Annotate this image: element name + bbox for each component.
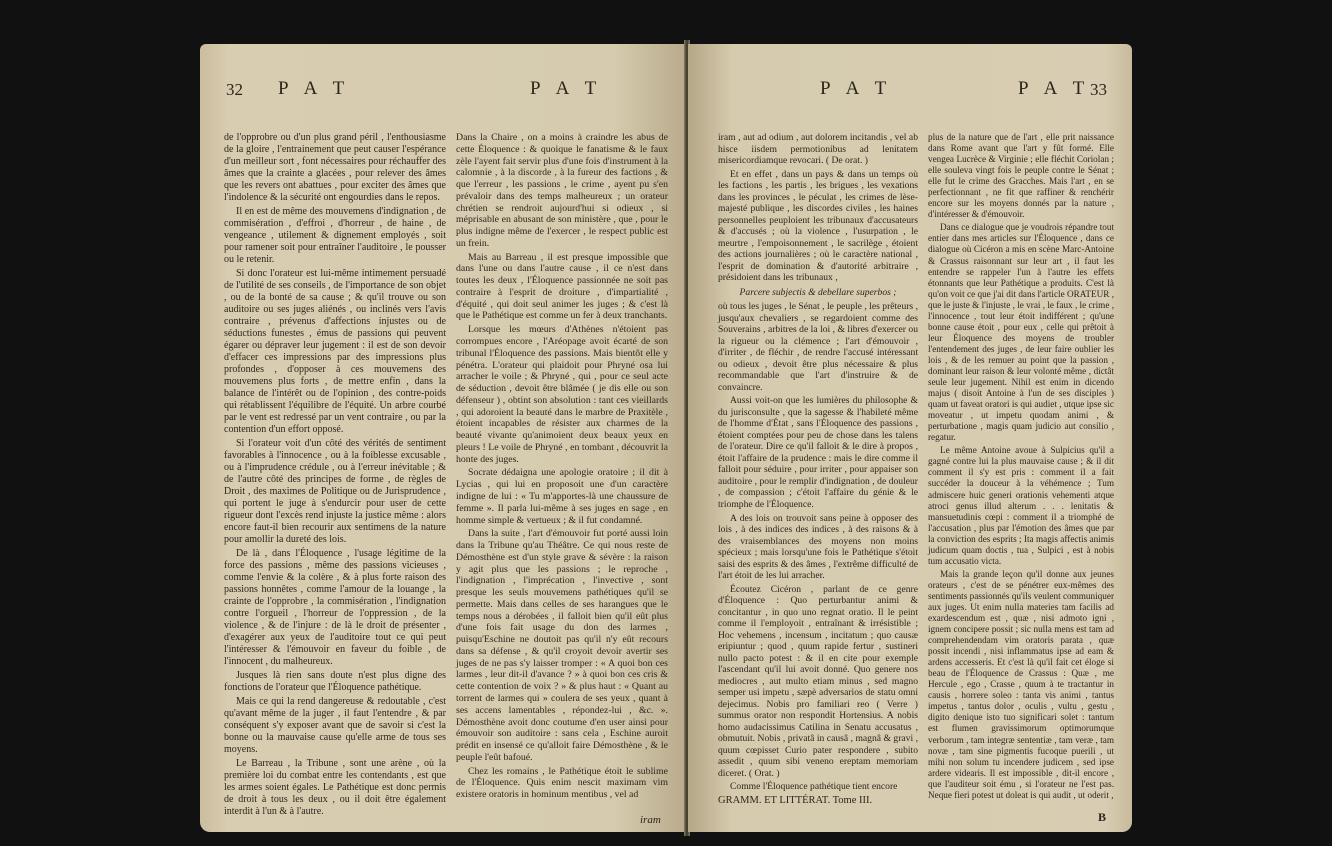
paragraph: Aussi voit-on que les lumières du philosophe & du jurisconsulte , que la sagesse & l'habileté même de l'homme d'État , sans l'Éloquence des passions , étoient comptées pour peu de chose dans les talens de l'orateur. Dire ce qu'il falloit & le dire à propos , étoit l'affaire de la prudence : mais le dire comme il falloit pour séduire , pour irriter , pour appaiser son auditoire , pour le remplir d'indignation , de douleur , de compassion ; c'étoit l'affaire du génie & le triomphe de l'Éloquence.: [718, 395, 918, 510]
paragraph: plus de la nature que de l'art , elle prit naissance dans Rome avant que l'art y fût formé. Elle vengea Lucrèce & Virginie ; elle fléchit Coriolan ; elle souleva vingt fois le peuple contre le Sénat ; elle fut le crime des Gracches. Mais l'art , en se perfectionnant , ne fit que raffiner & renchérir encore sur les moyens donnés par la nature , d'intéresser & d'émouvoir.: [928, 132, 1114, 220]
paragraph: Et en effet , dans un pays & dans un temps où les factions , les partis , les brigues , les vexations dans les provinces , le péculat , les crimes de lèse-majesté publique , les discordes civiles , les haines personnelles peuploient les tribunaux d'accusateurs & d'accusés ; où la violence , l'usurpation , le meurtre , l'empoisonnement , le sacrilège , étoient des actions journalières ; où le caractère national , l'esprit de domination & d'autorité arbitraire , présidoient dans les tribunaux ,: [718, 168, 918, 284]
right-column-1: [718, 132, 918, 808]
paragraph: de l'opprobre ou d'un plus grand péril , l'enthousiasme de la gloire , l'entrainement que peut causer l'espérance d'un meilleur sort , font nécessaires pour réchauffer des âmes que la crainte a glacées , pour relever des âmes que les revers ont abattues , pour exciter des âmes que l'indolence & la sécurité ont engourdies dans le repos.: [224, 132, 446, 203]
paragraph: Jusques là rien sans doute n'est plus digne des fonctions de l'orateur que l'Éloquence pathétique.: [224, 670, 446, 693]
volume-signature: GRAMM. ET LITTÉRAT. Tome III.: [718, 794, 873, 806]
paragraph: Le même Antoine avoue à Sulpicius qu'il a gagné contre lui la plus mauvaise cause ; & il dit comment il s'y est pris : comment il a fait succéder la douceur à la véhémence ; Tum admiscere huic generi orationis vehementi atque atroci genus illud alterum . . . lenitatis & mansuetudinis cœpi : comment il a triomphé de l'accusation , plus par l'émotion des âmes que par la conviction des esprits ; Ita magis affectis animis judicum quam doctis , tua , Sulpici , est à nobis tum accusatio victa.: [928, 445, 1114, 566]
left-running-head: [200, 74, 686, 102]
paragraph: Le Barreau , la Tribune , sont une arène , où la première loi du combat entre les contendants , est que les armes soient égales. Le Pathétique est donc permis de droit à tous les deux , ou il doit être également interdit à l'un & à l'autre.: [224, 758, 446, 817]
left-page-number: 32: [226, 80, 243, 99]
left-page: [200, 44, 686, 832]
left-column-1: [224, 132, 446, 820]
paragraph: A des lois on trouvoit sans peine à opposer des lois , à des indices des indices , à des raisons & à des vraisemblances des moyens non moins spécieux ; mais lorsqu'une fois le Pathétique s'étoit saisi des esprits & des âmes , l'extrême difficulté de l'art étoit de les lui arracher.: [718, 512, 918, 582]
paragraph: Si donc l'orateur est lui-même intimement persuadé de l'utilité de ses conseils , de l'importance de son objet , ou de la bonté de sa cause ; & qu'il trouve ou son auditoire ou ses juges aliénés , ou inclinés vers l'avis contraire , prévenus d'affections injustes ou de séductions funestes , émus de passions qui peuvent égarer ou dépraver leur jugement : il est de son devoir d'effacer ces impressions par des impressions plus profondes , d'opposer à ces mouvemens des mouvemens plus forts , de mettre enfin , dans la balance de l'intérêt ou de l'opinion , des contre-poids qui rétablissent l'équilibre de l'équité. Un arbre courbé par le vent est redressé par un vent contraire , ou par la contention d'un effort opposé.: [224, 268, 446, 435]
left-head-title-1: P A T: [278, 78, 351, 99]
right-page: [688, 44, 1132, 832]
paragraph: Comme l'Éloquence pathétique tient encore: [730, 781, 898, 793]
right-page-number: 33: [1090, 80, 1107, 99]
paragraph: Dans la Chaire , on a moins à craindre les abus de cette Éloquence : & quoique le fanatisme & le faux zèle l'ayent fait servir plus d'une fois d'instrument à la calomnie , à la discorde , à la fureur des factions , & que l'erreur , les passions , le crime , ayent pu s'en prévaloir dans des temps malheureux ; un orateur chrétien se rendroit aujourd'hui si odieux , si méprisable en abusant de son ministère , que , pour le plus indigne même de l'exercer , le respect public est un frein.: [456, 132, 668, 249]
paragraph: Dans la suite , l'art d'émouvoir fut porté aussi loin dans la Tribune qu'au Théâtre. Ce qui nous reste de Démosthène est d'un style grave & sévère : la raison y agit plus que les passions ; le reproche , l'indignation , l'imprécation , l'invective , sont presque les seuls mouvemens pathétiques qu'il se permette. Mais dans celles de ses harangues que le temps nous a dérobées , il falloit bien qu'il eût plus d'une fois fait usage du don des larmes , puisqu'Eschine ne doutoit pas qu'il n'y eût recours dans sa défense , & qu'il croyoit devoir avertir ses juges de ne pas s'y laisser tromper : « A quoi bon ces larmes , leur dit-il d'avance ? » à quoi bon ces cris & cette contention de voix ? » & plus haut : « Quant au torrent de larmes qui » coulera de ses yeux , quant à ses accens lamentables , répondez-lui , &c. ». Démosthène avoit donc coutume d'en user ainsi pour émouvoir son auditoire : sans cela , Eschine auroit prédit en insensé ce qu'alloit faire Démosthène , & le peuple l'eût bafoué.: [456, 528, 668, 763]
paragraph: iram , aut ad odium , aut dolorem incitandis , vel ab hisce iisdem permotionibus ad lenitatem misericordiamque revocari. ( De orat. ): [718, 132, 918, 167]
right-head-title-1: P A T: [820, 78, 893, 99]
paragraph: Mais la grande leçon qu'il donne aux jeunes orateurs , c'est de se pénétrer eux-mêmes des sentiments passionnés qu'ils veulent communiquer aux juges. Ut enim nulla materies tam facilis ad exardescendum est , quæ , nisi admoto igni , ignem concipere possit ; sic nulla mens est tam ad comprehendendam vim oratoris parata , quæ possit incendi , nisi inflammatus ipse ad eam & ardens accesseris. Et c'est là qu'il fait cet éloge si beau de l'Éloquence de Crassus : Quæ , me Hercule , ego , Crasse , quum à te tractantur in causis , horrere soleo : tanta vis animi , tantus impetus , tantus dolor , oculis , vultu , gestu , digito denique isto tuo significari solet : tantum est flumen gravissimorum optimorumque verborum , tam integræ sententiæ , tam veræ , tam novæ , tam sine pigmentis fucoque puerili , ut mihi non solum tu incendere judicem , sed ipse ardere videaris. Il est impossible , dit-il encore , que l'auditeur soit ému , si l'orateur ne l'est pas. Neque fieri potest ut doleat is qui audit , ut oderit ,: [928, 568, 1114, 800]
right-head-title-2: P A T: [1018, 78, 1091, 99]
left-head-title-2: P A T: [530, 78, 603, 99]
paragraph: De là , dans l'Éloquence , l'usage légitime de la force des passions , même des passions vicieuses , comme l'envie & la colère , & à plus forte raison des passions honnêtes , comme l'amour de la louange , la crainte de l'opprobre , la commisération , l'indignation contre l'orgueil , l'horreur de l'oppression , de la violence , & de l'injure : de là le droit de présenter , d'exagérer aux yeux de l'auditoire tout ce qui peut l'intéresser & l'émouvoir en faveur du foible , de l'innocent , du malheureux.: [224, 548, 446, 667]
left-column-2: [456, 132, 668, 803]
right-running-head: [688, 74, 1132, 102]
paragraph: où tous les juges , le Sénat , le peuple , les prêteurs , jusqu'aux chevaliers , se regardoient comme des Souverains , arbitres de la loi , & libres d'exercer ou la rigueur ou la clémence ; l'art d'émouvoir , d'irriter , de fléchir , de rendre l'accusé intéressant ou odieux , devoit être plus nécessaire & plus recommandable que l'art d'instruire & de convaincre.: [718, 301, 918, 393]
paragraph: Mais au Barreau , il est presque impossible que dans l'une ou dans l'autre cause , il ce n'est dans toutes les deux , l'Éloquence passionnée ne soit pas contraire à l'esprit de droiture , d'impartialité , d'équité , qui doit seul animer les juges ; & c'est là que le Pathétique est comme un fer à deux tranchants.: [456, 251, 668, 322]
left-catchword: iram: [640, 814, 661, 826]
sheet-signature: B: [1098, 810, 1107, 824]
paragraph: Si l'orateur voit d'un côté des vérités de sentiment favorables à l'innocence , ou à la foiblesse excusable , ou à l'imprudence crédule , ou à l'erreur inévitable ; & de l'autre côté des principes de forme , de règles de Droit , des maximes de Politique ou de Jurisprudence , qui portent le juge à s'endurcir pour user de cette rigueur dont l'excès rend injuste la justice même : alors encore faut-il bien recourir aux sentimens de la nature pour amollir la dureté des lois.: [224, 438, 446, 545]
paragraph: Mais ce qui la rend dangereuse & redoutable , c'est qu'avant même de la juger , il faut l'entendre , & par conséquent s'y exposer avant que de savoir si c'est la bonne ou la mauvaise cause qu'elle arme de tous ses moyens.: [224, 696, 446, 755]
paragraph: Écoutez Cicéron , parlant de ce genre d'Éloquence : Quo perturbantur animi & concitantur , in quo uno regnat oratio. Il le peint comme il l'employoit , entraînant & irrésistible ; Hoc vehemens , incensum , incitatum ; quo causæ eripiuntur ; quod , quum rapide fertur , sustineri nullo pacto potest : & il en cite pour exemple l'ascendant qu'il lui avoit donné. Quo genere nos mediocres , aut multo etiam minus , sed magno semper usi impetu , sæpè adversarios de statu omni dejecimus. Nobis pro familiari reo ( Verre ) summus orator non respondit Hortensius. A nobis homo audacissimus Catilina in Senatu accusatus , obmutuit. Nobis , privatâ in causâ , magnâ & gravi , quum cœpisset Curio pater respondere , subito assedit , quum sibi veneno ereptam memoriam diceret. ( Orat. ): [718, 583, 918, 779]
paragraph: Socrate dédaigna une apologie oratoire ; il dit à Lycias , qui lui en proposoit une d'un caractère indigne de lui : « Tu m'apportes-là une chaussure de femme ». Il parla lui-même à ses juges en sage , en homme simple & vertueux ; & il fut condamné.: [456, 467, 668, 526]
right-column-2: [928, 132, 1114, 803]
paragraph: Dans ce dialogue que je voudrois répandre tout entier dans mes articles sur l'Éloquence , dans ce dialogue où Cicéron a mis en scène Marc-Antoine & Crassus raisonnant sur leur art , il faut les entendre se rappeler l'un à l'autre les effets étonnants que leur Pathétique a produits. C'est là qu'on voit ce que j'ai dit dans l'article ORATEUR , que le juste & l'injuste , le vrai , le faux , le crime , l'innocence , tout leur étoit indifférent ; qu'une bonne cause étoit , pour eux , celle qui prêtoit à leur Éloquence des moyens de troubler l'entendement des juges , de leur faire oublier les lois , & de les remuer au point que la passion , dominant leur raison & leur volonté même , dictât seule leur jugement. Nihil est enim in dicendo majus ( disoit Antoine à l'un de ses disciples ) quam ut faveat oratori is qui audiet , utque ipse sic moveatur , ut impetu quodam animi , & perturbatione , magis quam judicio aut consilio , regatur.: [928, 222, 1114, 443]
paragraph: Parcere subjectis & debellare superbos ;: [739, 286, 897, 298]
paragraph: Lorsque les mœurs d'Athènes n'étoient pas corrompues encore , l'Aréopage avoit écarté de son tribunal l'Éloquence des passions. Mais bientôt elle y pénétra. L'orateur qui plaidoit pour Phryné osa lui arracher le voile ; & Phryné , qui , pour ce seul acte de séduction , devoit être blâmée ( je dis elle ou son défenseur ) , obtint son absolution : tant ces vieillards , qui adoroient la beauté dans le marbre de Praxitèle , étoient incapables de résister aux charmes de la beauté vivante qu'animoient deux beaux yeux en pleurs ! Le voile de Phryné , en tombant , découvrit la honte des juges.: [456, 324, 668, 465]
paragraph: Chez les romains , le Pathétique étoit le sublime de l'Éloquence. Quis enim nescit maximam vim existere oratoris in hominum mentibus , vel ad: [456, 765, 668, 801]
paragraph: Il en est de même des mouvemens d'indignation , de commisération , d'effroi , d'horreur , de haine , de vengeance , utilement & dignement employés , soit pour ramener soit pour entraîner l'auditoire , le pousser ou le retenir.: [224, 206, 446, 265]
